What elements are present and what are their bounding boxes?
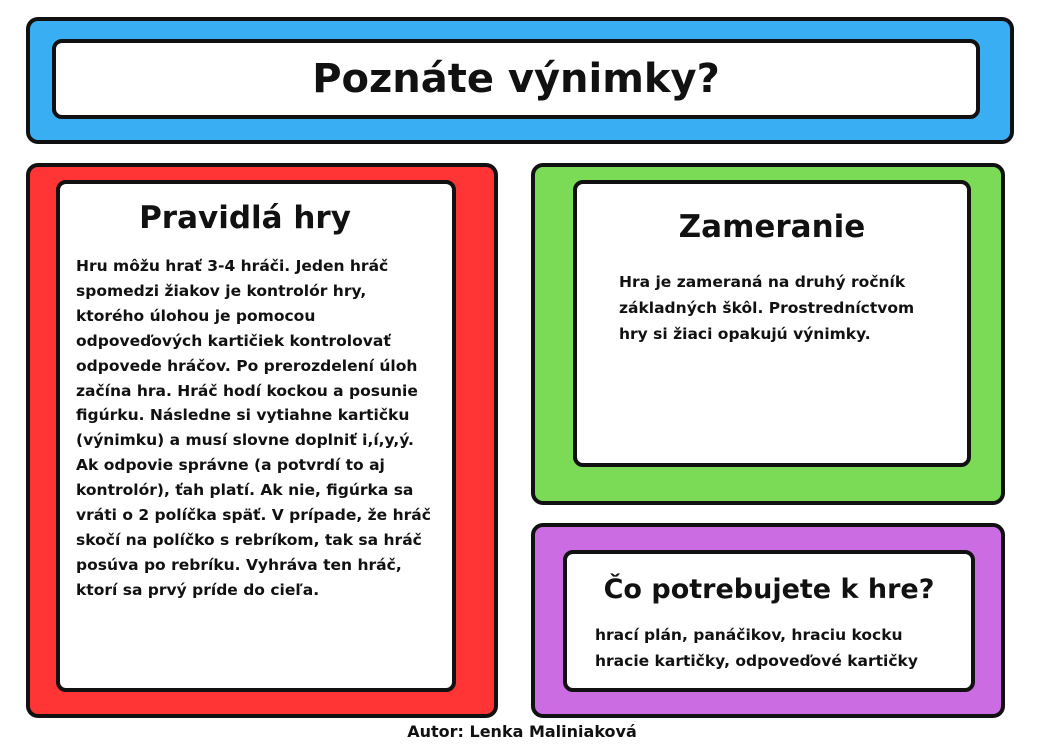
author-credit: Autor: Lenka Maliniaková [407, 722, 637, 741]
rules-text: Hru môžu hrať 3-4 hráči. Jeden hráč spomedzi žiakov je kontrolór hry, ktorého úlohou je pomocou odpoveďových kartičiek kontrolovať odpovede hráčov. Po prerozdelení úloh začína hra. Hráč hodí kockou a posunie figúrku. Následne si vytiahne kartičku (výnimku) a musí slovne doplniť i,í,y,ý. Ak odpovie správne (a potvrdí to aj kontrolór), ťah platí. Ak nie, figúrka sa vráti o 2 políčka späť. V prípade, že hráč skočí na políčko s rebríkom, tak sa hráč posúva po rebríku. Vyhráva ten hráč, ktorí sa prvý príde do cieľa. [76, 257, 431, 599]
needs-heading: Čo potrebujete k hre? [603, 574, 935, 605]
focus-text: Hra je zameraná na druhý ročník základných škôl. Prostredníctvom hry si žiaci opakujú výnimky. [619, 273, 915, 343]
needs-card [563, 550, 975, 692]
needs-line-1: hrací plán, panáčikov, hraciu kocku [595, 626, 903, 644]
rules-heading: Pravidlá hry [139, 200, 351, 236]
rules-card [56, 180, 456, 692]
focus-card [573, 180, 971, 467]
needs-text [595, 622, 961, 674]
needs-line-2: hracie kartičky, odpoveďové kartičky [595, 652, 918, 670]
page-title: Poznáte výnimky? [312, 56, 720, 102]
title-card [52, 39, 980, 119]
focus-heading: Zameranie [678, 209, 866, 245]
